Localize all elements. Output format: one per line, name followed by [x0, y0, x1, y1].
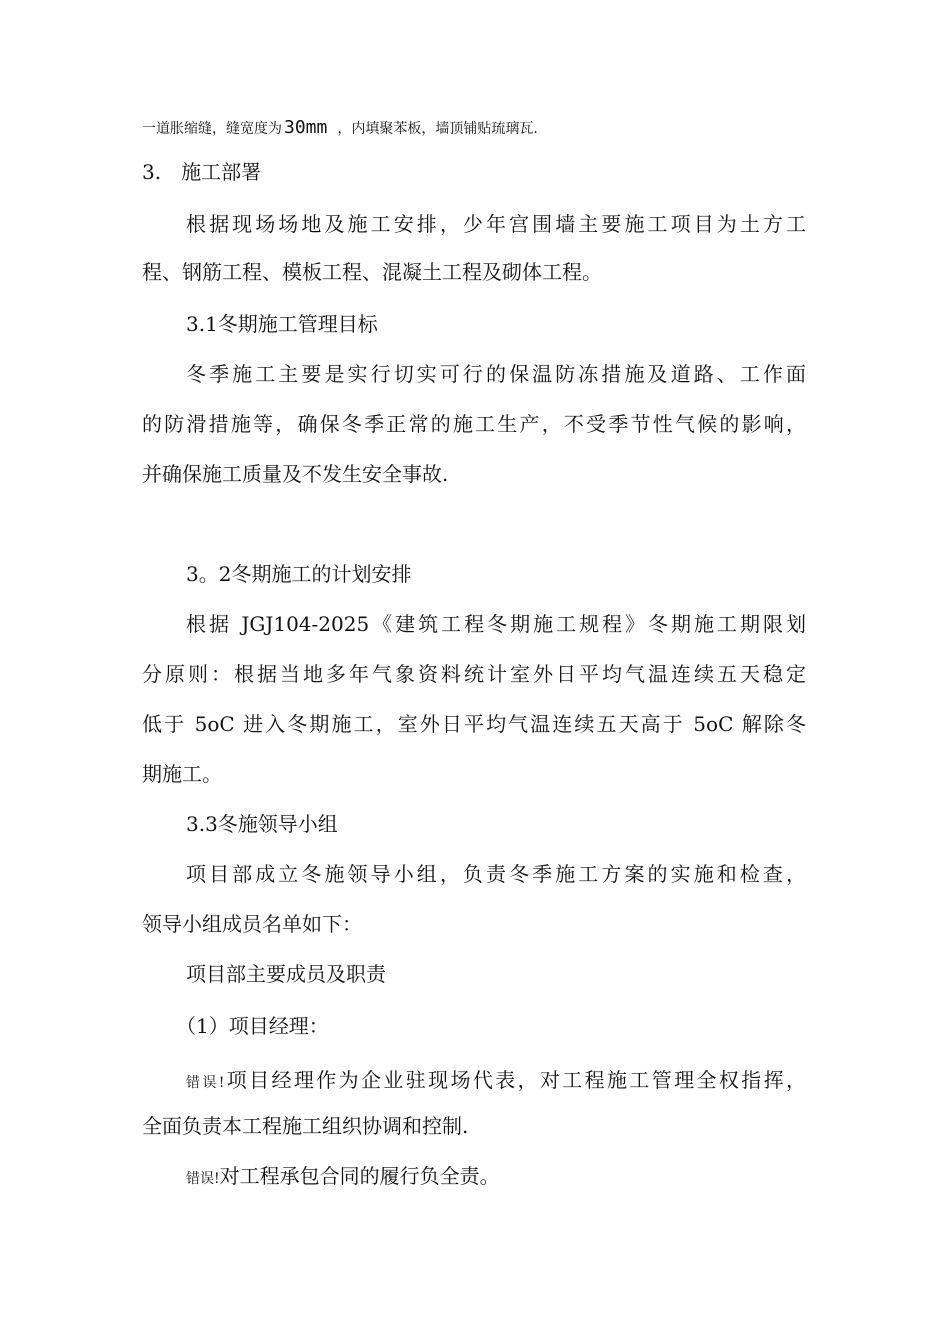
paragraph-line: 冬季施工主要是实行切实可行的保温防冻措施及道路、工作面 [186, 362, 806, 386]
paragraph-line-expansion-joint [142, 112, 538, 143]
text-fragment: 一道胀缩缝，缝宽度为 [142, 121, 282, 137]
paragraph-line: 根据现场场地及施工安排，少年宫围墙主要施工项目为土方工 [186, 212, 806, 236]
paragraph-line: 并确保施工质量及不发生安全事故. [142, 462, 449, 486]
text-fragment: 项目经理作为企业驻现场代表，对工程施工管理全权指挥， [224, 1068, 806, 1092]
list-item-heading: （1）项目经理： [176, 1014, 329, 1038]
paragraph-line: 项目部主要成员及职责 [186, 962, 386, 986]
subheading-3-1: 3.1冬期施工管理目标 [186, 312, 378, 336]
paragraph-line: 低于 5oC 进入冬期施工，室外日平均气温连续五天高于 5oC 解除冬 [142, 712, 806, 736]
paragraph-line: 期施工。 [142, 762, 222, 786]
paragraph-line [186, 1066, 806, 1097]
text-fragment-width: 30mm [284, 117, 328, 138]
error-ref-text: 错误! [186, 1171, 220, 1187]
paragraph-line: 程、钢筋工程、模板工程、混凝土工程及砌体工程。 [142, 260, 602, 284]
paragraph-line: 根据 JGJ104-2025《建筑工程冬期施工规程》冬期施工期限划 [186, 612, 806, 636]
paragraph-line: 项目部成立冬施领导小组，负责冬季施工方案的实施和检查， [186, 862, 806, 886]
section-heading-3: 3. 施工部署 [142, 160, 262, 184]
paragraph-line: 领导小组成员名单如下： [142, 912, 362, 936]
paragraph-line: 全面负责本工程施工组织协调和控制. [142, 1114, 469, 1138]
paragraph-line: 的防滑措施等，确保冬季正常的施工生产，不受季节性气候的影响， [142, 412, 806, 436]
text-fragment: 对工程承包合同的履行负全责。 [219, 1164, 500, 1188]
paragraph-line [186, 1162, 500, 1193]
error-ref-text: 错误! [186, 1075, 225, 1091]
subheading-3-2: 3。2冬期施工的计划安排 [186, 562, 412, 586]
paragraph-line: 分原则：根据当地多年气象资料统计室外日平均气温连续五天稳定 [142, 662, 806, 686]
text-fragment: ，内填聚苯板，墙顶铺贴琉璃瓦. [337, 121, 538, 137]
subheading-3-3: 3.3冬施领导小组 [186, 812, 338, 836]
